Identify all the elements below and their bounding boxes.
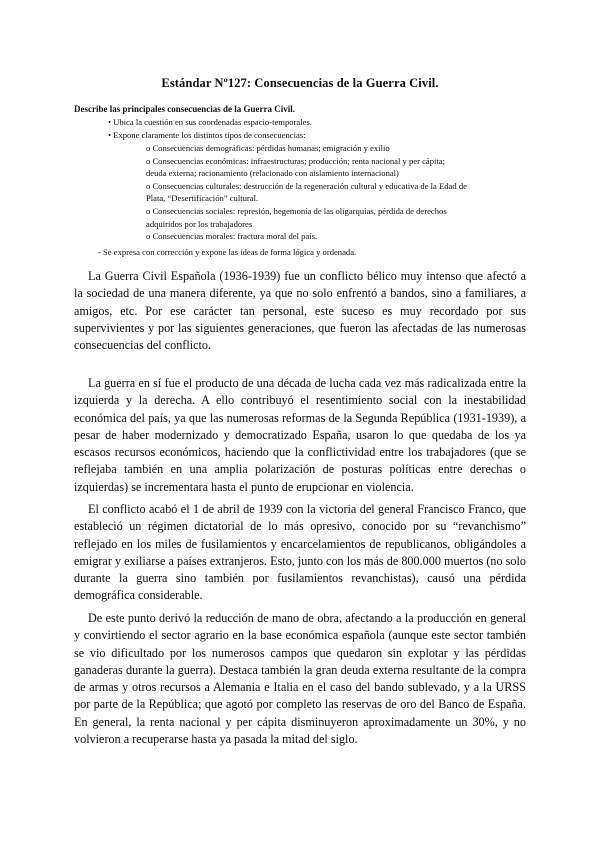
paragraph: La guerra en sí fue el producto de una década de lucha cada vez más radicalizada entre la izquierda y la derecha. A ello contribuyó el resentimiento social con la inestabilidad económica del país, ya que las numerosas reformas de la Segunda República (1931-1939), a pesar de haber modernizado y democratizado España, usaron lo que quedaba de los ya escasos recursos económicos, haciendo que la conflictividad entre los trabajadores (que se reflejaba también en una amplia polarización de posturas políticas entre derechas o izquierdas) se incrementara hasta el punto de erupcionar en violencia. bbox=[74, 376, 526, 494]
criterion-item: • Expone claramente los distintos tipos de consecuencias: bbox=[108, 130, 306, 140]
consequence-item: o Consecuencias culturales: destrucción de la regeneración cultural y educativa de la Edad de bbox=[146, 180, 467, 191]
standard-heading: Describe las principales consecuencias de la Guerra Civil. bbox=[74, 104, 295, 114]
consequence-item: adquiridos por los trabajadores bbox=[146, 218, 253, 229]
consequences-list bbox=[146, 142, 526, 243]
consequence-item: o Consecuencias demográficas: pérdidas humanas; emigración y exilio bbox=[146, 143, 390, 153]
paragraph: La Guerra Civil Española (1936-1939) fue un conflicto bélico muy intenso que afectó a la sociedad de una manera diferente, ya que no solo enfrentó a bandos, sino a familiares, a amigos, etc. Por ese carácter tan personal, este suceso es muy recordado por sus supervivientes y por las siguientes generaciones, que fueron las afectadas de las numerosas consecuencias del conflicto. bbox=[74, 269, 526, 353]
paragraph: De este punto derivó la reducción de mano de obra, afectando a la producción en general y convirtiendo el sector agrario en la base económica española (aunque este sector también se vio dificultado por los numerosos campos que quedaron sin explotar y las pérdidas ganaderas durante la guerra). Destaca también la gran deuda externa resultante de la compra de armas y otros recursos a Alemania e Italia en el caso del bando sublevado, y a la URSS por parte de la República; que agotó por completo las reservas de oro del Banco de España. En general, la renta nacional y per cápita disminuyeron aproximadamente un 30%, y no volvieron a recuperarse hasta ya pasada la mitad del siglo. bbox=[74, 611, 526, 747]
consequence-item: deuda externa; racionamiento (relacionado con aislamiento internacional) bbox=[146, 168, 399, 179]
final-criterion: - Se expresa con corrección y expone las ideas de forma lógica y ordenada. bbox=[98, 247, 357, 257]
consequence-item: o Consecuencias económicas: infraestructuras; producción; renta nacional y per cápita; bbox=[146, 155, 445, 166]
page-title: Estándar Nº127: Consecuencias de la Guerra Civil. bbox=[161, 76, 439, 90]
consequence-item: Plata, “Desertificación” cultural. bbox=[146, 193, 259, 204]
paragraph: El conflicto acabó el 1 de abril de 1939 con la victoria del general Francisco Franco, que estableció un régimen dictatorial de lo más opresivo, conocido por su “revanchismo” reflejado en los miles de fusilamientos y encarcelamientos de republicanos, obligándoles a emigrar y exiliarse a países extranjeros. Esto, junto con los más de 800.000 muertos (no solo durante la guerra sino también por fusilamientos revanchistas), causó una pérdida demográfica considerable. bbox=[74, 502, 526, 603]
consequence-item: o Consecuencias sociales: represión, hegemonía de las oligarquías, pérdida de derechos bbox=[146, 205, 447, 216]
consequence-item: o Consecuencias morales: fractura moral del país. bbox=[146, 231, 318, 242]
criterion-item: • Ubica la cuestión en sus coordenadas espacio-temporales. bbox=[108, 117, 312, 127]
